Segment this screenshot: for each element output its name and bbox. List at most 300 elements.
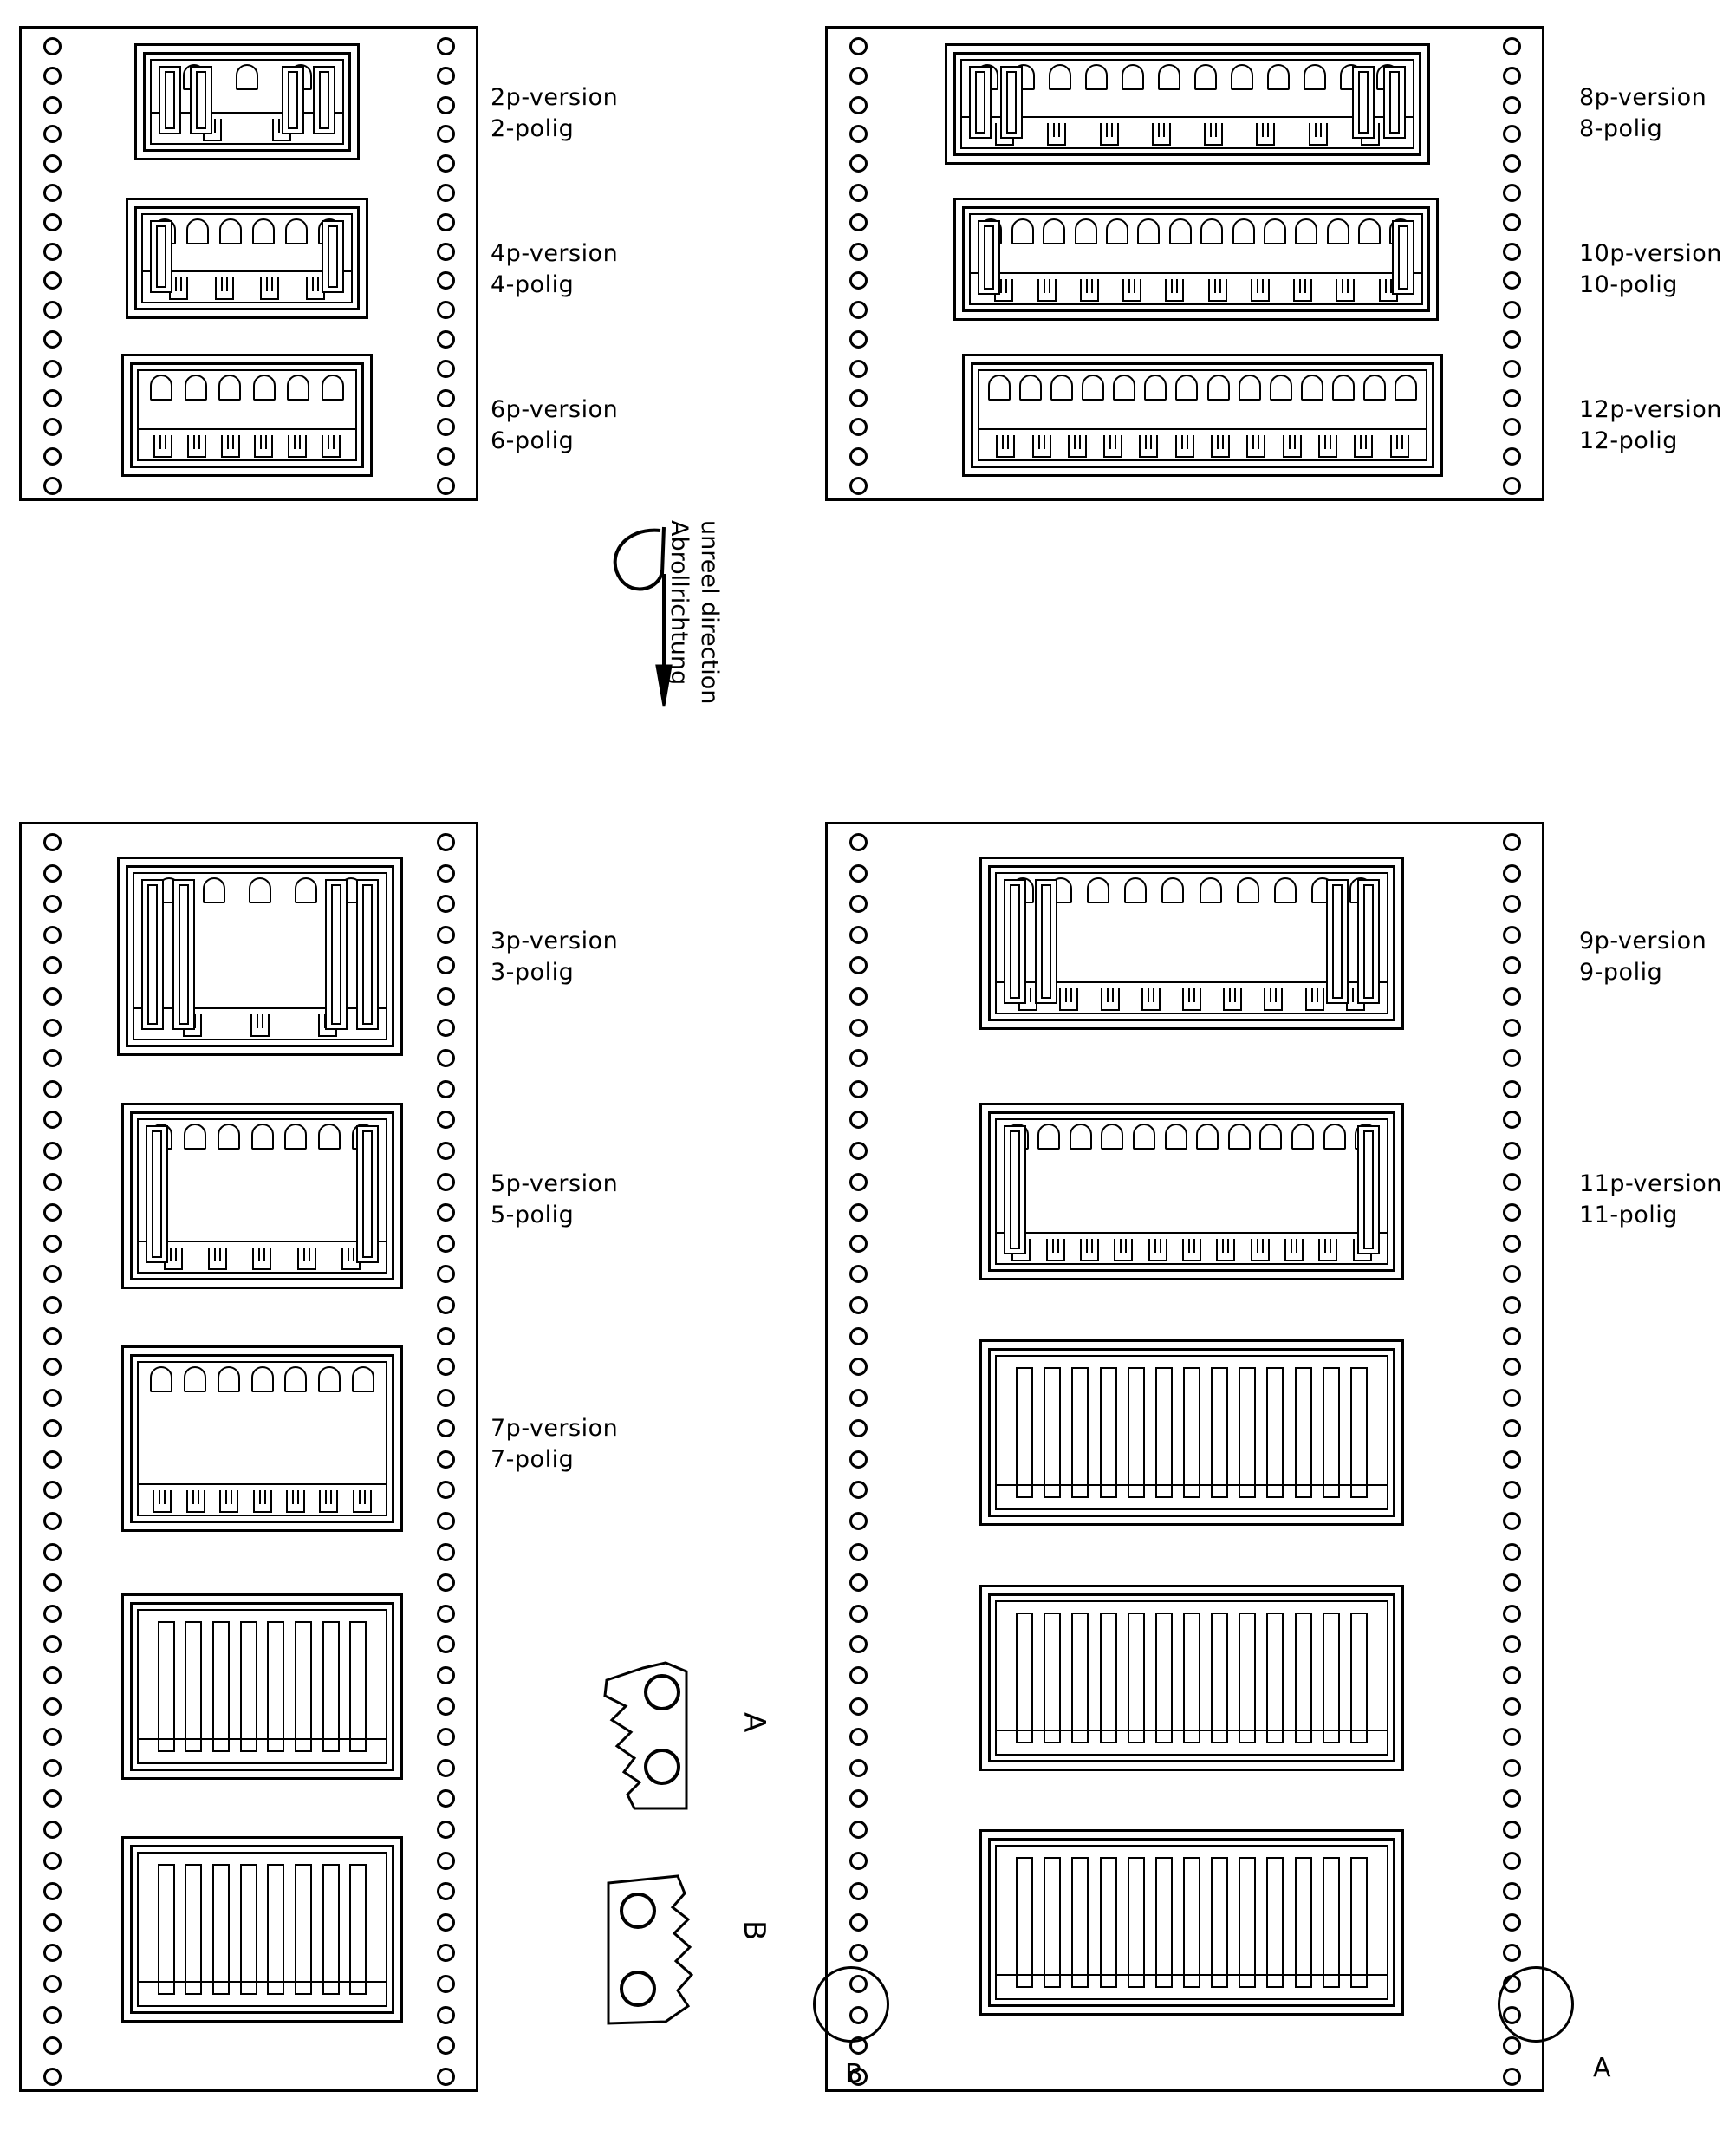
sprocket-hole xyxy=(849,1358,868,1376)
contact-bump xyxy=(1075,218,1097,244)
sprocket-hole xyxy=(43,1666,62,1684)
sprocket-hole xyxy=(43,1481,62,1499)
sprocket-hole xyxy=(849,987,868,1006)
pocket-11p xyxy=(979,1103,1404,1280)
pin-foot xyxy=(1114,1239,1133,1261)
sprocket-hole xyxy=(43,895,62,913)
sprocket-hole xyxy=(1503,213,1521,231)
sprocket-hole xyxy=(437,1111,455,1129)
sprocket-hole xyxy=(43,1019,62,1037)
side-column-inner xyxy=(1041,884,1051,999)
sprocket-hole xyxy=(849,895,868,913)
side-column-inner xyxy=(165,71,175,129)
sprocket-hole xyxy=(1503,360,1521,378)
version-label-3p-version xyxy=(491,926,618,988)
side-column-outer xyxy=(1326,879,1349,1004)
contact-bump xyxy=(1144,375,1167,401)
contact-bump xyxy=(203,877,225,903)
sprocket-hole xyxy=(849,1852,868,1870)
sprocket-hole xyxy=(437,987,455,1006)
side-column-outer xyxy=(325,879,348,1030)
contact-bump xyxy=(150,1366,172,1392)
sprocket-hole xyxy=(437,1358,455,1376)
sprocket-hole xyxy=(437,956,455,974)
side-column xyxy=(356,1125,379,1263)
pin-foot xyxy=(1101,988,1120,1011)
contact-rib xyxy=(1100,1613,1117,1743)
sprocket-hole xyxy=(437,1543,455,1561)
sprocket-hole xyxy=(1503,1173,1521,1191)
contact-rib xyxy=(158,1621,175,1752)
side-column-inner xyxy=(147,884,158,1025)
sprocket-hole xyxy=(437,154,455,173)
contact-rib xyxy=(1044,1857,1061,1988)
sprocket-hole xyxy=(43,1697,62,1716)
sprocket-hole xyxy=(43,1235,62,1253)
contact-rib xyxy=(1323,1367,1340,1498)
sprocket-hole xyxy=(1503,37,1521,55)
contact-bump xyxy=(1122,64,1144,90)
sprocket-hole xyxy=(1503,389,1521,407)
side-column xyxy=(1004,879,1026,1004)
sprocket-hole xyxy=(849,926,868,944)
side-column-outer xyxy=(1035,879,1057,1004)
sprocket-hole xyxy=(1503,1635,1521,1653)
contact-bump xyxy=(218,1366,240,1392)
contact-bump xyxy=(1037,1124,1060,1150)
sprocket-hole xyxy=(437,1605,455,1623)
connector-body xyxy=(150,59,344,145)
version-label-en: 9p-version xyxy=(1579,928,1707,954)
sprocket-hole xyxy=(437,1235,455,1253)
sprocket-hole xyxy=(849,1697,868,1716)
contact-rib xyxy=(212,1864,230,1995)
contact-rib xyxy=(1295,1613,1312,1743)
pin-foot xyxy=(1305,988,1324,1011)
contact-rib xyxy=(1071,1613,1089,1743)
sprocket-hole xyxy=(437,360,455,378)
sprocket-hole xyxy=(43,2006,62,2024)
sprocket-hole xyxy=(849,1512,868,1530)
pin-foot xyxy=(1182,988,1201,1011)
side-column-inner xyxy=(331,884,341,1025)
sprocket-hole xyxy=(1503,67,1521,85)
sprocket-hole xyxy=(1503,125,1521,143)
sprocket-hole xyxy=(1503,1142,1521,1160)
contact-rib xyxy=(1183,1367,1200,1498)
side-column xyxy=(1004,1125,1026,1254)
sprocket-hole xyxy=(43,184,62,202)
sprocket-hole xyxy=(43,1728,62,1746)
contact-bump xyxy=(1194,64,1217,90)
connector-body xyxy=(995,1118,1388,1265)
contact-bump-row xyxy=(997,1124,1387,1153)
side-column-outer xyxy=(1352,66,1375,139)
contact-bump xyxy=(1267,64,1290,90)
sprocket-hole xyxy=(1503,477,1521,495)
contact-bump xyxy=(295,877,317,903)
contact-rib xyxy=(1128,1367,1145,1498)
sprocket-hole xyxy=(437,1944,455,1962)
contact-bump-row xyxy=(979,375,1426,404)
sprocket-hole xyxy=(1503,96,1521,114)
contact-bump xyxy=(1259,1124,1282,1150)
sprocket-hole xyxy=(849,243,868,261)
version-label-10p-version xyxy=(1579,238,1722,301)
contact-bump xyxy=(249,877,271,903)
version-label-de: 6-polig xyxy=(491,427,575,454)
pin-foot xyxy=(1047,123,1066,146)
contact-rib xyxy=(1016,1367,1033,1498)
pin-foot xyxy=(322,435,341,458)
sprocket-hole xyxy=(437,213,455,231)
pin-foot xyxy=(221,435,240,458)
body-separator xyxy=(143,270,351,272)
body-separator xyxy=(962,116,1413,118)
sprocket-hole xyxy=(1503,895,1521,913)
sprocket-hole xyxy=(849,154,868,173)
contact-rib xyxy=(1100,1367,1117,1498)
side-column xyxy=(1392,220,1414,295)
sprocket-hole xyxy=(437,125,455,143)
contact-bump xyxy=(1327,218,1349,244)
pin-foot xyxy=(996,435,1015,458)
sprocket-hole xyxy=(1503,330,1521,349)
callout-label-b: B xyxy=(845,2059,863,2089)
version-label-7p-version xyxy=(491,1413,618,1476)
body-separator xyxy=(139,1241,386,1242)
sprocket-hole xyxy=(1503,987,1521,1006)
sprocket-hole xyxy=(43,1358,62,1376)
contact-bump xyxy=(1169,218,1192,244)
sprocket-hole xyxy=(1503,1543,1521,1561)
sprocket-hole xyxy=(849,1944,868,1962)
sprocket-hole xyxy=(437,67,455,85)
sprocket-hole xyxy=(43,2036,62,2055)
contact-rib xyxy=(1211,1857,1228,1988)
side-column-inner xyxy=(984,225,994,290)
sprocket-hole xyxy=(849,477,868,495)
sprocket-hole xyxy=(1503,1913,1521,1932)
pin-foot xyxy=(1080,279,1099,302)
contact-bump-row xyxy=(143,218,351,248)
sprocket-hole xyxy=(849,1049,868,1067)
contact-rib xyxy=(1350,1367,1368,1498)
contact-bump xyxy=(252,218,275,244)
side-column-inner xyxy=(362,1130,373,1258)
pin-foot xyxy=(1216,1239,1235,1261)
contact-bump xyxy=(1019,375,1042,401)
sprocket-hole xyxy=(1503,1512,1521,1530)
body-separator xyxy=(971,272,1421,274)
pin-foot xyxy=(1059,988,1078,1011)
pin-foot xyxy=(286,1490,305,1513)
contact-rib xyxy=(322,1864,340,1995)
version-label-en: 4p-version xyxy=(491,240,619,267)
contact-bump xyxy=(1200,218,1223,244)
sprocket-hole xyxy=(43,301,62,319)
sprocket-hole xyxy=(1503,1821,1521,1839)
side-column-outer xyxy=(190,66,212,134)
contact-ribs xyxy=(147,1621,377,1752)
sprocket-hole xyxy=(43,1789,62,1808)
pin-foot xyxy=(1336,279,1355,302)
body-separator xyxy=(139,1738,386,1740)
body-separator xyxy=(997,1974,1387,1976)
sprocket-hole xyxy=(437,389,455,407)
sprocket-hole xyxy=(43,125,62,143)
sprocket-hole xyxy=(1503,184,1521,202)
sprocket-hole xyxy=(1503,1573,1521,1592)
unreel-direction-text-en: unreel direction xyxy=(696,520,723,705)
sprocket-hole xyxy=(849,1789,868,1808)
pocket-12p xyxy=(962,354,1443,477)
version-label-en: 5p-version xyxy=(491,1170,619,1197)
pin-foot xyxy=(1080,1239,1099,1261)
sprocket-hole xyxy=(437,447,455,466)
sprocket-hole xyxy=(43,926,62,944)
sprocket-hole xyxy=(1503,2068,1521,2086)
contact-bump xyxy=(1228,1124,1251,1150)
contact-bump xyxy=(1200,877,1222,903)
sprocket-hole xyxy=(849,1235,868,1253)
version-label-11p-version xyxy=(1579,1169,1722,1231)
sprocket-hole xyxy=(849,1543,868,1561)
connector-body xyxy=(995,872,1388,1014)
side-column-inner xyxy=(1010,884,1020,999)
sprocket-hole xyxy=(43,1111,62,1129)
contact-bump xyxy=(1165,1124,1187,1150)
body-separator xyxy=(997,1484,1387,1486)
contact-bump xyxy=(1323,1124,1346,1150)
version-label-de: 4-polig xyxy=(491,271,575,298)
sprocket-hole xyxy=(1503,1080,1521,1098)
pin-foot xyxy=(253,1490,272,1513)
sprocket-hole xyxy=(1503,833,1521,851)
pin-foot xyxy=(1318,435,1337,458)
sprocket-hole xyxy=(437,1635,455,1653)
sprocket-hole xyxy=(437,184,455,202)
sprocket-hole xyxy=(437,330,455,349)
contact-bump-row xyxy=(139,1124,386,1153)
sprocket-hole xyxy=(437,864,455,883)
detail-letter-a: A xyxy=(737,1712,771,1733)
sprocket-hole xyxy=(437,833,455,851)
pin-foot xyxy=(1148,1239,1167,1261)
sprocket-hole xyxy=(437,926,455,944)
sprocket-hole xyxy=(1503,1389,1521,1407)
side-column-inner xyxy=(1006,71,1017,134)
sprocket-hole xyxy=(1503,1111,1521,1129)
version-label-en: 8p-version xyxy=(1579,84,1707,111)
sprocket-hole xyxy=(43,330,62,349)
contact-bump xyxy=(1295,218,1317,244)
contact-bump xyxy=(284,1124,307,1150)
contact-rib xyxy=(295,1864,312,1995)
pocket-4p xyxy=(126,198,368,319)
side-column xyxy=(969,66,992,139)
contact-bump xyxy=(1232,218,1255,244)
pin-foot xyxy=(1037,279,1057,302)
sprocket-hole xyxy=(849,213,868,231)
contact-rib xyxy=(1016,1857,1033,1988)
contact-rib xyxy=(349,1864,367,1995)
sprocket-hole xyxy=(1503,1235,1521,1253)
sprocket-hole xyxy=(437,1419,455,1437)
pin-foot xyxy=(1208,279,1227,302)
contact-bump xyxy=(352,1366,374,1392)
pin-foot xyxy=(1165,279,1184,302)
version-label-en: 2p-version xyxy=(491,84,619,111)
sprocket-hole xyxy=(1503,418,1521,436)
sprocket-holes-left xyxy=(838,824,878,2089)
contact-bump xyxy=(1049,64,1071,90)
sprocket-hole xyxy=(43,1389,62,1407)
pin-foot xyxy=(250,1014,270,1037)
sprocket-hole xyxy=(437,1389,455,1407)
pin-foot-row xyxy=(979,432,1426,458)
sprocket-hole xyxy=(437,301,455,319)
pin-foot xyxy=(1204,123,1223,146)
contact-rib xyxy=(1350,1857,1368,1988)
side-column-inner xyxy=(319,71,329,129)
contact-bump xyxy=(988,375,1011,401)
contact-rib xyxy=(1266,1613,1284,1743)
pocket-blank-2 xyxy=(121,1836,403,2023)
contact-bump xyxy=(218,375,241,401)
contact-rib xyxy=(1183,1613,1200,1743)
connector-body xyxy=(133,872,387,1040)
pin-foot xyxy=(1390,435,1409,458)
pin-foot xyxy=(260,277,279,300)
contact-rib xyxy=(1266,1857,1284,1988)
pocket-6p xyxy=(121,354,373,477)
version-label-de: 3-polig xyxy=(491,959,575,986)
contact-rib xyxy=(1183,1857,1200,1988)
body-separator xyxy=(139,1981,386,1983)
sprocket-hole xyxy=(43,389,62,407)
contact-rib xyxy=(267,1864,284,1995)
contact-rib xyxy=(1071,1857,1089,1988)
side-column-inner xyxy=(1363,884,1374,999)
sprocket-hole xyxy=(849,1728,868,1746)
contact-bump xyxy=(318,1124,341,1150)
contact-bump xyxy=(1137,218,1160,244)
sprocket-hole xyxy=(1503,1203,1521,1222)
contact-rib xyxy=(240,1621,257,1752)
sprocket-hole xyxy=(437,1882,455,1900)
sprocket-hole xyxy=(43,1080,62,1098)
sprocket-hole xyxy=(849,1450,868,1469)
pin-foot-row xyxy=(139,1487,386,1513)
sprocket-hole xyxy=(1503,1944,1521,1962)
sprocket-hole xyxy=(437,1142,455,1160)
connector-body xyxy=(995,1600,1388,1756)
contact-rib xyxy=(1016,1613,1033,1743)
contact-bump xyxy=(1161,877,1184,903)
sprocket-hole xyxy=(849,864,868,883)
sprocket-hole xyxy=(437,1019,455,1037)
sprocket-hole xyxy=(43,1975,62,1993)
contact-rib xyxy=(1323,1613,1340,1743)
pocket-8p xyxy=(945,43,1430,165)
sprocket-hole xyxy=(1503,1049,1521,1067)
side-column-inner xyxy=(288,71,298,129)
contact-bump xyxy=(1291,1124,1314,1150)
side-column-inner xyxy=(196,71,206,129)
sprocket-hole xyxy=(849,184,868,202)
sprocket-hole xyxy=(1503,864,1521,883)
pocket-blank-5 xyxy=(979,1829,1404,2016)
contact-bump xyxy=(1332,375,1355,401)
contact-rib xyxy=(1128,1857,1145,1988)
sprocket-hole xyxy=(1503,301,1521,319)
sprocket-hole xyxy=(43,864,62,883)
sprocket-hole xyxy=(43,1265,62,1283)
contact-bump xyxy=(1101,1124,1123,1150)
version-label-en: 6p-version xyxy=(491,396,619,423)
contact-bump xyxy=(1087,877,1109,903)
connector-body xyxy=(960,59,1414,149)
sprocket-hole xyxy=(437,1265,455,1283)
pocket-2p xyxy=(134,43,360,160)
pocket-5p xyxy=(121,1103,403,1289)
sprocket-hole xyxy=(1503,154,1521,173)
contact-bump xyxy=(1207,375,1230,401)
contact-rib xyxy=(185,1621,202,1752)
sprocket-hole xyxy=(43,1821,62,1839)
contact-bump-row xyxy=(962,64,1413,94)
side-column-outer xyxy=(282,66,304,134)
pin-foot-row xyxy=(143,274,351,300)
contact-rib xyxy=(1155,1613,1173,1743)
side-column xyxy=(1383,66,1406,139)
sprocket-hole xyxy=(1503,1697,1521,1716)
contact-bump xyxy=(318,1366,341,1392)
contact-rib xyxy=(1295,1857,1312,1988)
pin-foot xyxy=(1141,988,1161,1011)
callout-label-a: A xyxy=(1593,2053,1611,2083)
sprocket-hole xyxy=(437,1481,455,1499)
contact-bump xyxy=(251,1366,274,1392)
sprocket-hole xyxy=(437,2036,455,2055)
sprocket-hole xyxy=(1503,271,1521,290)
sprocket-hole xyxy=(43,1419,62,1437)
sprocket-hole xyxy=(437,1573,455,1592)
side-column xyxy=(322,220,344,293)
side-column xyxy=(313,66,335,134)
body-separator xyxy=(139,428,355,430)
pin-foot xyxy=(1100,123,1119,146)
sprocket-hole xyxy=(43,1203,62,1222)
contact-bump xyxy=(287,375,309,401)
sprocket-hole xyxy=(43,1852,62,1870)
sprocket-hole xyxy=(849,1203,868,1222)
sprocket-hole xyxy=(43,1296,62,1314)
contact-rib xyxy=(1155,1367,1173,1498)
version-label-de: 12-polig xyxy=(1579,427,1678,454)
connector-body xyxy=(137,1852,387,2007)
sprocket-hole xyxy=(43,360,62,378)
sprocket-hole xyxy=(437,1852,455,1870)
pin-foot xyxy=(1223,988,1242,1011)
sprocket-hole xyxy=(849,956,868,974)
sprocket-hole xyxy=(437,1759,455,1777)
contact-rib xyxy=(158,1864,175,1995)
sprocket-hole xyxy=(1503,1265,1521,1283)
pin-foot xyxy=(1068,435,1087,458)
pin-foot xyxy=(1032,435,1051,458)
